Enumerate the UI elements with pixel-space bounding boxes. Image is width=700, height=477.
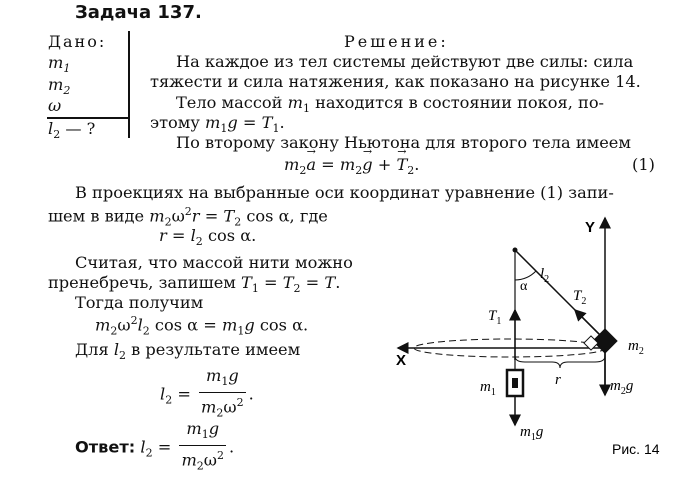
solution-p4b: шем в виде $m_2\omega^2r = T_2$ cos α, где	[48, 205, 328, 229]
given-omega: ω	[48, 96, 62, 115]
equation-1: $m_2\to a = m_2\to g$ + → $T_2$.	[284, 155, 419, 177]
solution-p5a: Считая, что массой нити можно	[75, 253, 353, 272]
label-m2: $m_2$	[628, 338, 644, 357]
solution-p1a: На каждое из тел системы действуют две силы: сила	[176, 52, 634, 71]
label-m1g: $m_1g$	[520, 424, 544, 443]
solution-header: Решение:	[344, 32, 449, 51]
equation-result: $l_2$ = $\frac{m_1g}{m_2\omega^2}$ .	[160, 366, 254, 420]
label-r: r	[555, 372, 561, 388]
label-m2g: $m_2g$	[610, 378, 634, 397]
suspension-point	[513, 248, 518, 253]
solution-p2b: этому $m_1g = T_1$.	[150, 113, 285, 136]
equation-2: $m_2\omega^2l_2$ $\cos \alpha = m_1g$ cos α.	[95, 314, 309, 338]
label-T1: $T_1$	[488, 308, 502, 327]
y-axis-label: Y	[585, 219, 596, 236]
given-divider-vertical	[128, 31, 130, 138]
label-alpha: α	[520, 279, 528, 294]
given-find: $l_2$ — ?	[48, 119, 96, 142]
solution-p4c: $r = l_2$ cos α.	[159, 226, 257, 249]
solution-p7: Для $l_2$ в результате имеем	[75, 340, 301, 363]
given-m2: $m_2$	[48, 75, 71, 98]
solution-p4a: В проекциях на выбранные оси координат уравнение (1) запи-	[75, 183, 614, 202]
solution-p2a: Тело массой $m_1$ находится в состоянии покоя, по-	[176, 93, 605, 116]
label-m1: $m_1$	[480, 379, 496, 398]
equation-1-number: (1)	[632, 155, 655, 174]
solution-p6: Тогда получим	[75, 293, 204, 312]
x-axis-label: X	[396, 352, 407, 369]
given-m1: $m_1$	[48, 53, 71, 76]
solution-p3: По второму закону Ньютона для второго тела имеем	[176, 133, 631, 152]
given-header: Дано:	[48, 32, 107, 51]
problem-title: Задача 137.	[75, 2, 202, 23]
label-l2: $l_2$	[540, 266, 550, 285]
solution-p1b: тяжести и сила натяжения, как показано на рисунке 14.	[150, 72, 641, 91]
figure-14	[380, 210, 680, 465]
radius-brace	[515, 356, 605, 368]
solution-p5b: пренебречь, запишем $T_1 = T_2 = T$.	[48, 273, 341, 296]
answer: Ответ: $l_2$ = $\frac{m_1g}{m_2\omega^2}$ .	[75, 419, 235, 473]
figure-caption: Рис. 14	[612, 441, 660, 457]
label-T2: $T_2$	[573, 288, 587, 307]
mass-m1-hook	[512, 378, 518, 388]
